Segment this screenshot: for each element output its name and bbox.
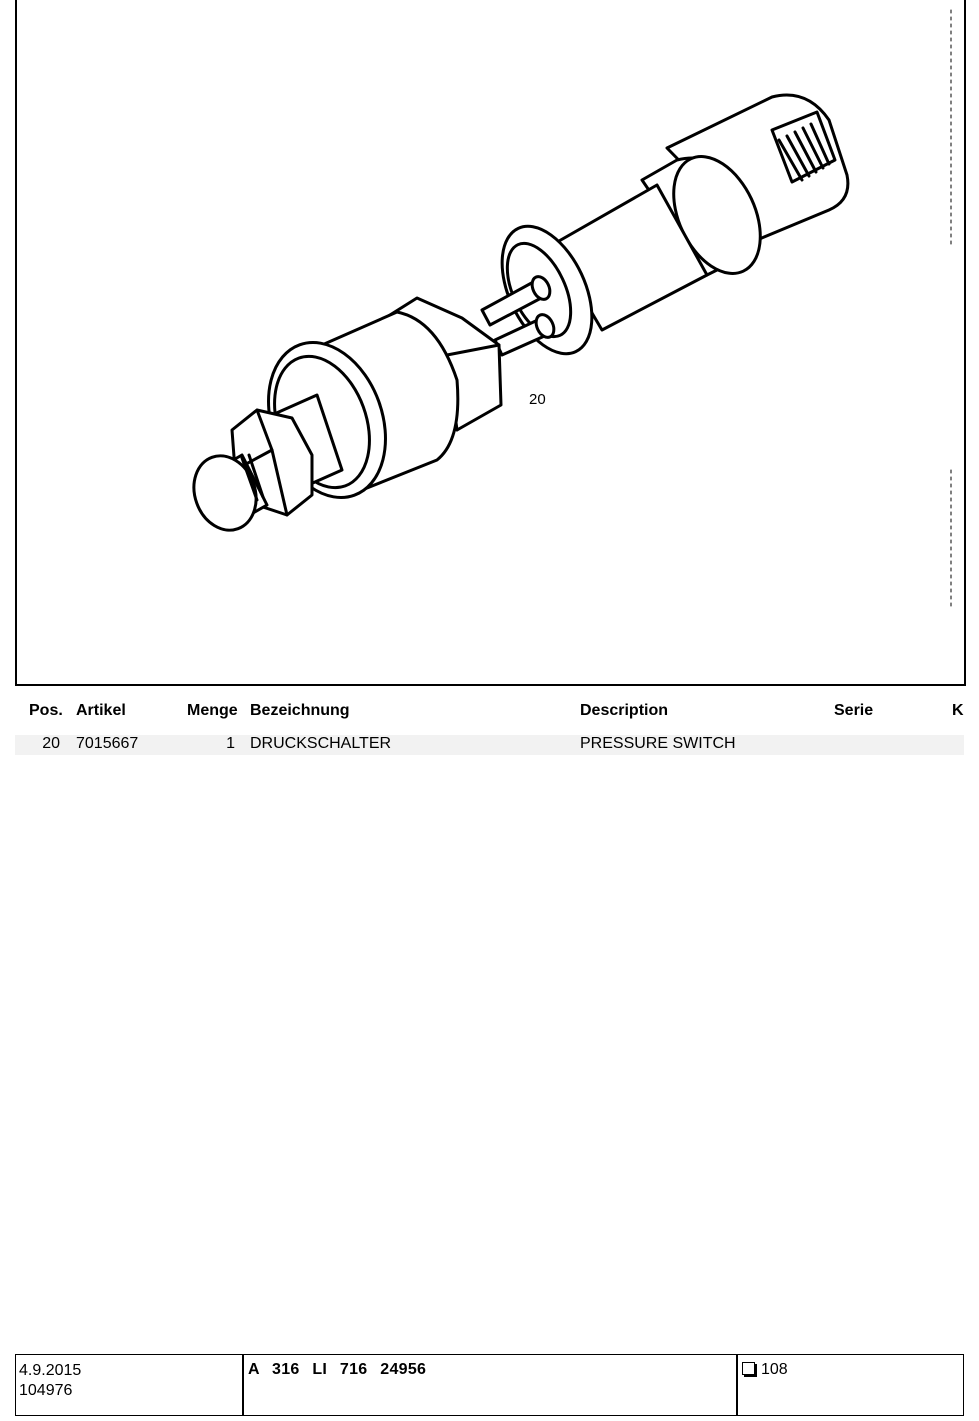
header-description: Description	[580, 702, 669, 719]
technical-drawing-frame	[15, 0, 966, 686]
footer-page	[742, 1361, 788, 1421]
pressure-switch-drawing	[17, 0, 964, 684]
footer-code: A 316 LI 716 24956	[248, 1361, 427, 1378]
cell-pos: 20	[42, 735, 60, 752]
header-artikel: Artikel	[76, 702, 126, 719]
header-bezeichnung: Bezeichnung	[250, 702, 350, 719]
page-footer	[15, 1354, 964, 1416]
header-menge: Menge	[187, 702, 238, 719]
footer-date: 4.9.2015	[19, 1362, 82, 1379]
cell-description: PRESSURE SWITCH	[580, 735, 736, 752]
cell-menge: 1	[226, 735, 235, 752]
header-k: K	[952, 702, 964, 719]
parts-table-header	[0, 702, 979, 722]
footer-divider	[242, 1355, 244, 1415]
table-row	[15, 735, 964, 755]
footer-meta	[19, 1361, 81, 1421]
header-pos: Pos.	[29, 702, 63, 719]
header-serie: Serie	[834, 702, 874, 719]
footer-doc-number: 104976	[19, 1382, 73, 1399]
page-box-icon	[742, 1362, 755, 1375]
cell-bezeichnung: DRUCKSCHALTER	[250, 735, 392, 752]
footer-divider	[736, 1355, 738, 1415]
cell-artikel: 7015667	[76, 735, 139, 752]
callout-label: 20	[529, 391, 546, 408]
footer-page-number: 108	[761, 1361, 788, 1378]
